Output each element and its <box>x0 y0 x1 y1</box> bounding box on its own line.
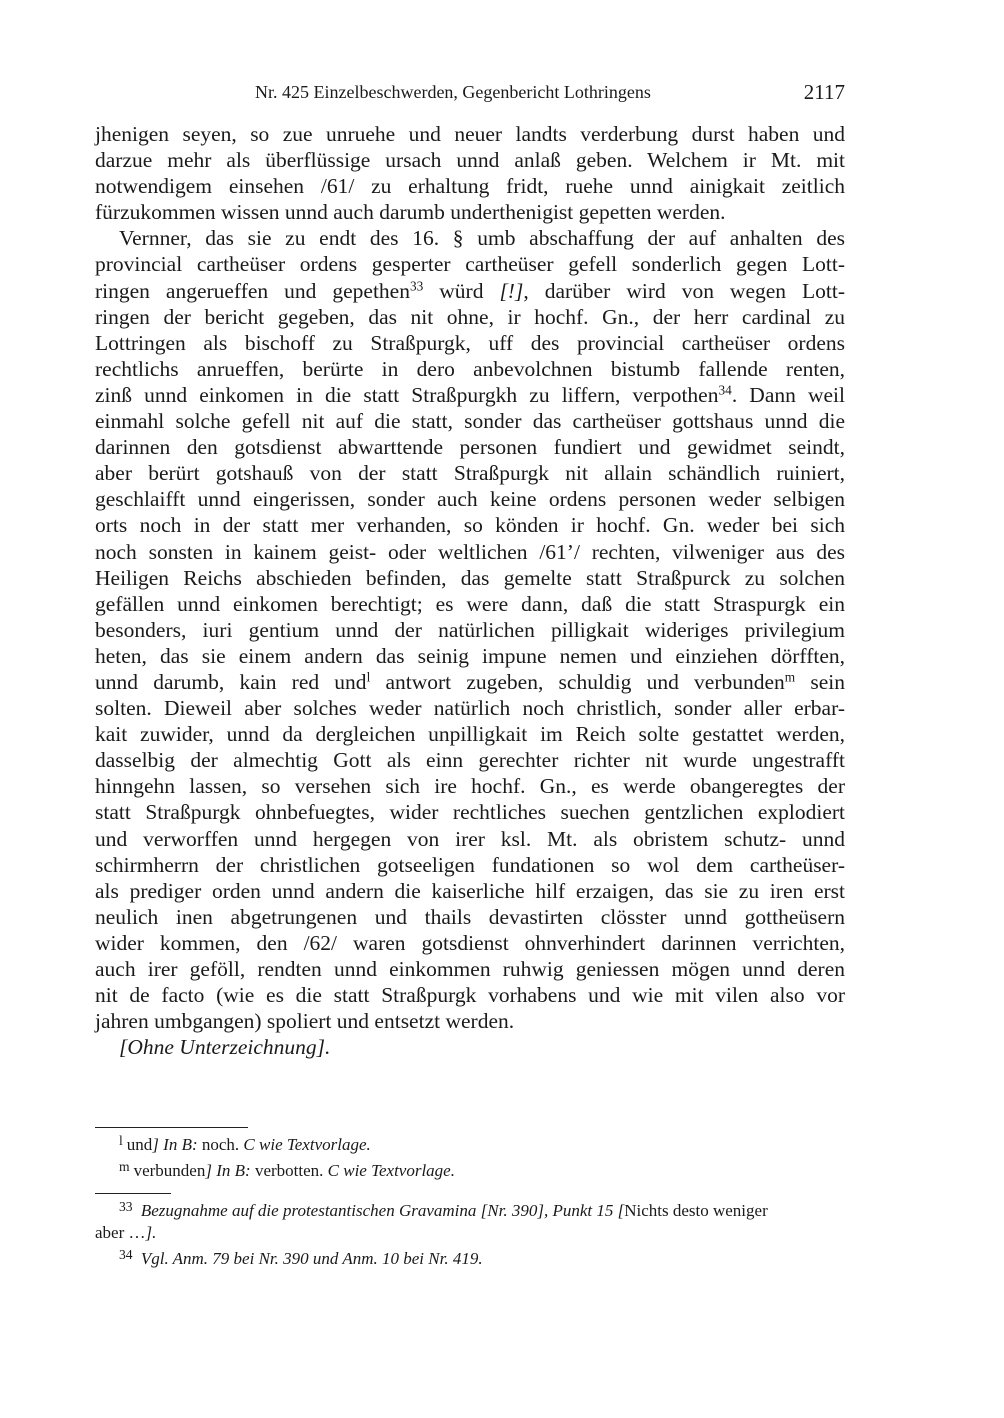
text-line: auch irer geföll, rendten unnd einkommen ruhwig geniessen mögen unnd deren <box>95 957 845 981</box>
signature-note <box>95 1034 845 1060</box>
text-line: Lottringen als bischoff zu Straßpurgk, uff des provincial cartheüser ordens <box>95 330 845 355</box>
text-line: zinß unnd einkomen in die statt Straßpurgkh zu liffern, verpothen$^{34}$. Dann weil <box>95 382 845 407</box>
text-line: fürzukommen wissen unnd auch darumb underthenigist gepetten werden. <box>95 200 726 225</box>
text-line: unnd darumb, kain red und$^l$ antwort zugeben, schuldig und verbunden$^m$ sein <box>95 669 845 694</box>
text-line: einmahl solche gefell nit auf die statt, sonder das cartheüser gottshaus unnd die <box>95 409 845 434</box>
text-line: besonders, iuri gentium unnd der natürlichen pilligkait wideriges privilegium <box>95 617 845 642</box>
text-line: als prediger orden unnd andern die kaiserliche hilf erzaigen, das sie zu iren erst <box>95 878 845 903</box>
footnote-ref-34[interactable]: 34 <box>718 382 732 398</box>
apparatus-ref-l[interactable]: l <box>366 669 371 685</box>
text-line: jahren umbgangen) spoliert und entsetzt werden. <box>95 1009 515 1034</box>
text-line: jhenigen seyen, so zue unruehe und neuer landts verderbung durst haben und <box>95 122 845 146</box>
text-line: provincial cartheüser ordens gesperter cartheüser gefell sonderlich gegen Lott- <box>95 252 845 277</box>
text-line: geschlaifft unnd eingerissen, sonder auch keine ordens personen weder selbigen <box>95 487 845 512</box>
text-line: nit de facto (wie es die statt Straßpurgk vorhabens und wie mit vilen also vor <box>95 983 845 1008</box>
text-line: noch sonsten in kainem geist- oder weltlichen /61’/ rechten, vilweniger aus des <box>95 539 845 564</box>
apparatus-ref-m[interactable]: m <box>784 669 796 685</box>
text-line: ringen angerueffen und gepethen$^{33}$ würd [!], darüber wird von wegen Lott- <box>95 278 846 303</box>
footnote-ref-33[interactable]: 33 <box>409 278 424 294</box>
text-line: hinngehn lassen, so versehen sich ire hochf. Gn., es werde obangeregtes der <box>95 774 845 799</box>
apparatus-rule <box>95 1127 248 1128</box>
page-number: 2117 <box>803 80 845 104</box>
apparatus-note-l: $^l$ und] In B: noch. C wie Textvorlage. <box>119 1133 371 1154</box>
text-apparatus <box>95 1130 845 1182</box>
running-title: Nr. 425 Einzelbeschwerden, Gegenbericht Lothringens <box>255 82 651 102</box>
signature-text: [Ohne Unterzeichnung]. <box>119 1035 331 1060</box>
text-line: statt Straßpurgk ohnbefuegtes, wider rechtliches suechen gentzlichen explodiert <box>95 800 845 825</box>
text-line: neulich inen abgetrungenen und thails devastirten clösster unnd gottheüsern <box>95 904 845 929</box>
text-line: orts noch in der statt mer verhanden, so könden ir hochf. Gn. weder bei sich <box>95 513 845 538</box>
text-line: notwendigem einsehen /61/ zu erhaltung fridt, ruehe unnd ainigkait zeitlich <box>95 174 845 199</box>
text-line: gefällen unnd einkomen berechtigt; es were dann, daß die statt Straspurgk ein <box>95 591 845 616</box>
footnote-rule <box>95 1193 171 1194</box>
text-line: darinnen den gotsdienst abwarttende personen fundiert und gewidmet seindt, <box>95 435 845 460</box>
text-line: Vernner, das sie zu endt des 16. § umb abschaffung der auf anhalten des <box>119 226 845 251</box>
text-line: dasselbig der almechtig Gott als einn gerechter richter nit wurde ungestrafft <box>95 748 845 773</box>
footnote-33: $^{33}$ Bezugnahme auf die protestantischen Gravamina [Nr. 390], Punkt 15 [Nichts desto weniger aber …]. <box>95 1199 768 1242</box>
main-text <box>95 121 845 1060</box>
text-line: und verworffen unnd hergegen von irer ksl. Mt. als obristem schutz- unnd <box>95 826 845 851</box>
apparatus-note-m: $^m$ verbunden] In B: verbotten. C wie Textvorlage. <box>119 1158 455 1180</box>
text-line: Heiligen Reichs abschieden befinden, das gemelte statt Straßpurck zu solchen <box>95 565 845 590</box>
text-line: darzue mehr als überflüssige ursach unnd anlaß geben. Welchem ir Mt. mit <box>95 148 845 173</box>
text-line: wider kommen, den /62/ waren gotsdienst ohnverhindert darinnen verrichten, <box>95 930 845 955</box>
text-line: aber berürt gotshauß von der statt Straßpurgk nit allain schändlich ruiniert, <box>95 461 845 486</box>
text-line: schirmherrn der christlichen gotseeligen fundationen so wol dem cartheüser- <box>95 852 845 877</box>
text-line: solten. Dieweil aber solches weder natürlich noch christlich, sonder aller erbar- <box>95 696 845 721</box>
text-line: kait zuwider, unnd da dergleichen unpilligkait im Reich solte gestattet werden, <box>95 722 845 747</box>
paragraph-2 <box>95 225 845 1034</box>
text-line: ringen der bericht gegeben, das nit ohne, ir hochf. Gn., der herr cardinal zu <box>95 304 845 329</box>
text-line: heten, das sie einem andern das seinig impune nemen und einziehen dörfften, <box>95 643 845 668</box>
paragraph-1 <box>95 121 845 225</box>
footnotes <box>95 1196 845 1270</box>
text-line: rechtlichs anrueffen, berürte in dero anbevolchnen bistumb fallende renten, <box>95 356 845 381</box>
page-header <box>95 80 845 108</box>
footnote-34: $^{34}$ Vgl. Anm. 79 bei Nr. 390 und Anm. 10 bei Nr. 419. <box>119 1246 483 1268</box>
